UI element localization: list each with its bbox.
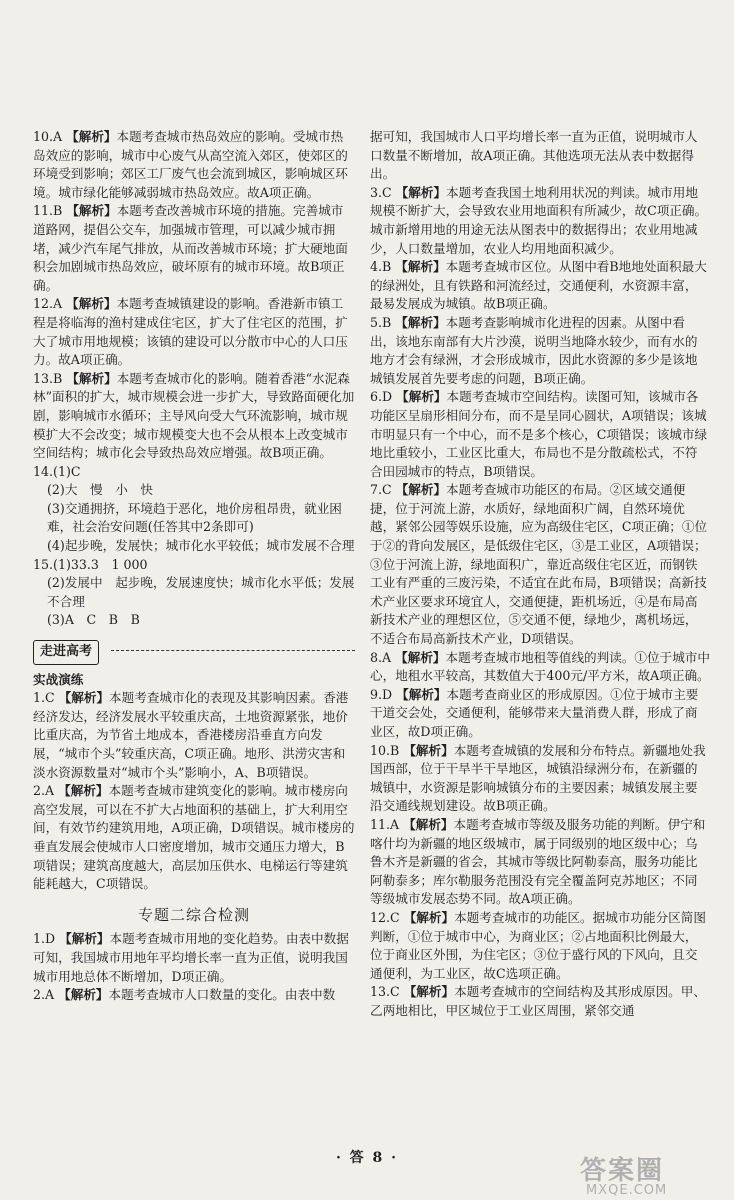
r6-num: 6.D [370, 389, 393, 405]
s2-tag: 【解析】 [58, 987, 109, 1003]
q15-part-1: (1)33.3 1 000 [53, 556, 148, 572]
r7-text: 本题考查城市功能区的布局。②区域交通便捷，位于河流上游，水质好，绿地面积广阔，自然环境优越，紧邻公园等娱乐设施，应为高级住宅区，C项正确；①位于②的背向发展区，是低级住宅区，③是工业区，A项错误；③位于河流上游，绿地面积广，靠近高级住宅区近，而钢铁工业有严重的三废污染，不适宜在此布局，B项错误；高新技术产业区要求环境宜人，交通便捷，距机场近，④是布局高新技术产业的理想区位，⑤交通不便，绿地少，离机场远，不适合布局高新技术产业，D项错误。 [370, 482, 708, 647]
answer-r13 [370, 983, 710, 1020]
answer-q11 [33, 202, 355, 295]
p2-num: 2.A [33, 783, 55, 799]
answer-r12 [370, 909, 710, 983]
answer-s2 [33, 986, 355, 1005]
s2-text: 本题考查城市人口数量的变化。由表中数 [108, 987, 336, 1003]
p1-text: 本题考查城市化的表现及其影响因素。香港经济发达，经济发展水平较重庆高，土地资源紧张，地价比重庆高，为节省土地成本，香港楼房沿垂直方向发展，“城市个头”较重庆高，C项正确。地形、洪涝灾害和淡水资源数量对“城市个头”影响小，A、B项错误。 [33, 690, 349, 780]
p1-num: 1.C [33, 690, 55, 706]
r11-num: 11.A [370, 816, 400, 832]
r8-num: 8.A [370, 649, 392, 665]
r11-tag: 【解析】 [403, 816, 454, 832]
q14-part-4: (4)起步晚，发展快；城市化水平较低；城市发展不合理 [47, 538, 355, 554]
gaokao-divider [33, 630, 355, 671]
p2-tag: 【解析】 [58, 783, 109, 799]
q10-text: 本题考查城市热岛效应的影响。受城市热岛效应的影响，城市中心废气从高空流入郊区，使郊区的环境受到影响；郊区工厂废气也会流到城区，影响城区环境。城市绿化能够减弱城市热岛效应。故A项正确。 [33, 129, 348, 200]
answer-q10 [33, 128, 355, 202]
answer-r11 [370, 816, 710, 909]
r12-num: 12.C [370, 909, 400, 925]
r9-tag: 【解析】 [396, 686, 447, 702]
page-number: · 答 8 · [335, 1150, 399, 1166]
r4-tag: 【解析】 [395, 259, 446, 275]
answer-q15 [33, 556, 355, 575]
r3-tag: 【解析】 [395, 184, 447, 200]
answer-p2 [33, 782, 355, 894]
q10-tag: 【解析】 [66, 129, 117, 144]
s2-num: 2.A [33, 987, 55, 1003]
answer-r9 [370, 686, 710, 742]
section-title: 专题二综合检测 [137, 905, 250, 924]
r7-num: 7.C [370, 482, 392, 498]
r13-tag: 【解析】 [403, 984, 455, 1000]
answer-q14 [33, 463, 355, 482]
watermark-text: 答案圈 [580, 1156, 665, 1186]
q12-text: 本题考查城镇建设的影响。香港新市镇工程是将临海的渔村建成住宅区，扩大了住宅区的范围，扩大了城市用地规模；该镇的建设可以分散市中心的人口压力。故A项正确。 [33, 296, 348, 368]
answer-r4 [370, 258, 710, 314]
q14-part-3: (3)交通拥挤，环境趋于恶化，地价房租昂贵，就业困难，社会治安问题(任答其中2条即可) [47, 500, 342, 535]
r9-num: 9.D [370, 686, 393, 702]
r13-text: 本题考查城市的空间结构及其形成原因。甲、乙两地相比，甲区城位于工业区周围，紧邻交通 [370, 984, 706, 1018]
r5-tag: 【解析】 [395, 314, 446, 330]
answer-p1 [33, 689, 355, 782]
q13-num: 13.B [33, 370, 63, 386]
s1-num: 1.D [33, 931, 56, 947]
q15-part-3: (3)A C B B [47, 612, 140, 628]
answer-r6 [370, 388, 710, 481]
r7-tag: 【解析】 [395, 482, 447, 498]
answer-r8 [370, 649, 710, 686]
q11-tag: 【解析】 [66, 203, 117, 219]
r3-text: 本题考查我国土地利用状况的判读。城市用地规模不断扩大，会导致农业用地面积有所减少，故C项正确。城市新增用地的用途无法从图表中的数据得出；农业用地减少，人口数量增加，农业人均用地面积减少。 [370, 184, 708, 256]
right-column [370, 128, 710, 1021]
q14-part-2: (2)大 慢 小 快 [47, 482, 153, 498]
watermark-url: MXQE.COM [586, 1183, 668, 1198]
r8-tag: 【解析】 [395, 649, 446, 665]
answer-s2-continued: 据可知，我国城市人口平均增长率一直为正值，说明城市人口数量不断增加，故A项正确。其他选项无法从表中数据得出。 [370, 129, 698, 182]
q15-part-2: (2)发展中 起步晚，发展速度快；城市化水平低；发展不合理 [47, 575, 355, 609]
gaokao-badge: 走进高考 [33, 640, 99, 665]
watermark-logo [580, 1150, 720, 1196]
r3-num: 3.C [370, 184, 392, 200]
practice-title: 实战演练 [33, 671, 84, 687]
q13-text: 本题考查城市化的影响。随着香港“水泥森林”面积的扩大，城市规模会进一步扩大，导致路面硬化加剧，影响城市水循环；主导风向受大气环流影响，城市规模扩大不会改变；城市规模变大也不会从根本上改变城市空间结构；城市化会导致热岛效应增强。故B项正确。 [33, 370, 355, 461]
r6-text: 本题考查城市空间结构。读图可知，该城市各功能区呈扇形相间分布，而不是呈同心圆状，A项错误；该城市明显只有一个中心，而不是多个核心，C项错误；该城市绿地比重较小，工业区比重大，布局也不是分散疏松式，不符合田园城市的特点，B项错误。 [370, 389, 708, 479]
r10-num: 10.B [370, 742, 400, 758]
r9-text: 本题考查商业区的形成原因。①位于城市主要干道交会处，交通便利，能够带来大量消费人群，形成了商业区，故D项正确。 [370, 686, 699, 739]
q15-num: 15. [33, 556, 54, 572]
answer-q12 [33, 295, 355, 369]
answer-q13 [33, 370, 355, 463]
q12-tag: 【解析】 [66, 296, 117, 312]
answer-s1 [33, 930, 355, 986]
s1-text: 本题考查城市用地的变化趋势。由表中数据可知，我国城市用地年平均增长率一直为正值，说明我国城市用地总体不断增加，D项正确。 [33, 931, 349, 984]
answer-r5 [370, 314, 710, 388]
answer-r7 [370, 481, 710, 648]
r13-num: 13.C [370, 984, 400, 1000]
r11-text: 本题考查城市等级及服务功能的判断。伊宁和喀什均为新疆的地区级城市，属于同级别的地区级中心；乌鲁木齐是新疆的省会，其城市等级比阿勒泰高，服务功能比阿勒泰多；库尔勒服务范围没有完全覆盖阿克苏地区；不同等级城市发展态势不同。故A项正确。 [370, 816, 706, 907]
q10-num: 10.A [33, 129, 63, 144]
q14-num: 14. [33, 463, 54, 479]
r10-text: 本题考查城镇的发展和分布特点。新疆地处我国西部，位于干旱半干旱地区，城镇沿绿洲分布，在新疆的城镇中，水资源是影响城镇分布的主要因素；城镇发展主要沿交通线规划建设。故B项正确。 [370, 742, 706, 814]
r6-tag: 【解析】 [396, 389, 447, 405]
r12-text: 本题考查城市的功能区。据城市功能分区简图判断，①位于城市中心，为商业区；②占地面积比例最大，位于商业区外围，为住宅区；③位于盛行风的下风向，且交通便利，为工业区，故C选项正确。 [370, 909, 706, 981]
q11-text: 本题考查改善城市环境的措施。完善城市道路网，提倡公交车，加强城市管理，可以减少城市拥堵，减少汽车尾气排放，从而改善城市环境；扩大硬地面积会加剧城市热岛效应，破坏原有的城市环境。故B项正确。 [33, 203, 348, 293]
p1-tag: 【解析】 [58, 690, 110, 706]
s1-tag: 【解析】 [59, 931, 110, 947]
q13-tag: 【解析】 [66, 370, 117, 386]
q14-part-1: (1)C [53, 463, 81, 479]
p2-text: 本题考查城市建筑变化的影响。城市楼房向高空发展，可以在不扩大占地面积的基础上，扩大利用空间，有效节约建筑用地，A项正确，D项错误。城市楼房的垂直发展会使城市人口密度增加，城市交通压力增大，B项错误；建筑高度越大，高层加压供水、电梯运行等建筑能耗越大，C项错误。 [33, 783, 355, 892]
answer-r3 [370, 184, 710, 258]
q11-num: 11.B [33, 203, 63, 219]
q12-num: 12.A [33, 296, 63, 312]
r10-tag: 【解析】 [403, 742, 454, 758]
answer-r10 [370, 742, 710, 816]
left-column [33, 128, 355, 1005]
r4-num: 4.B [370, 259, 392, 275]
r5-num: 5.B [370, 314, 392, 330]
r4-text: 本题考查城市区位。从图中看B地地处面积最大的绿洲处，且有铁路和河流经过，交通便利，水资源丰富，最易发展成为城镇。故B项正确。 [370, 259, 707, 312]
r12-tag: 【解析】 [403, 909, 455, 925]
r5-text: 本题考查影响城市化进程的因素。从图中看出，该地东南部有大片沙漠，说明当地降水较少，而有水的地方才会有绿洲，才会形成城市，因此水资源的多少是该地城镇发展首先要考虑的问题，B项正确。 [370, 314, 698, 386]
r8-text: 本题考查城市地租等值线的判读。①位于城市中心，地租水平较高，其数值大于400元/平方米，故A项正确。 [370, 649, 710, 684]
